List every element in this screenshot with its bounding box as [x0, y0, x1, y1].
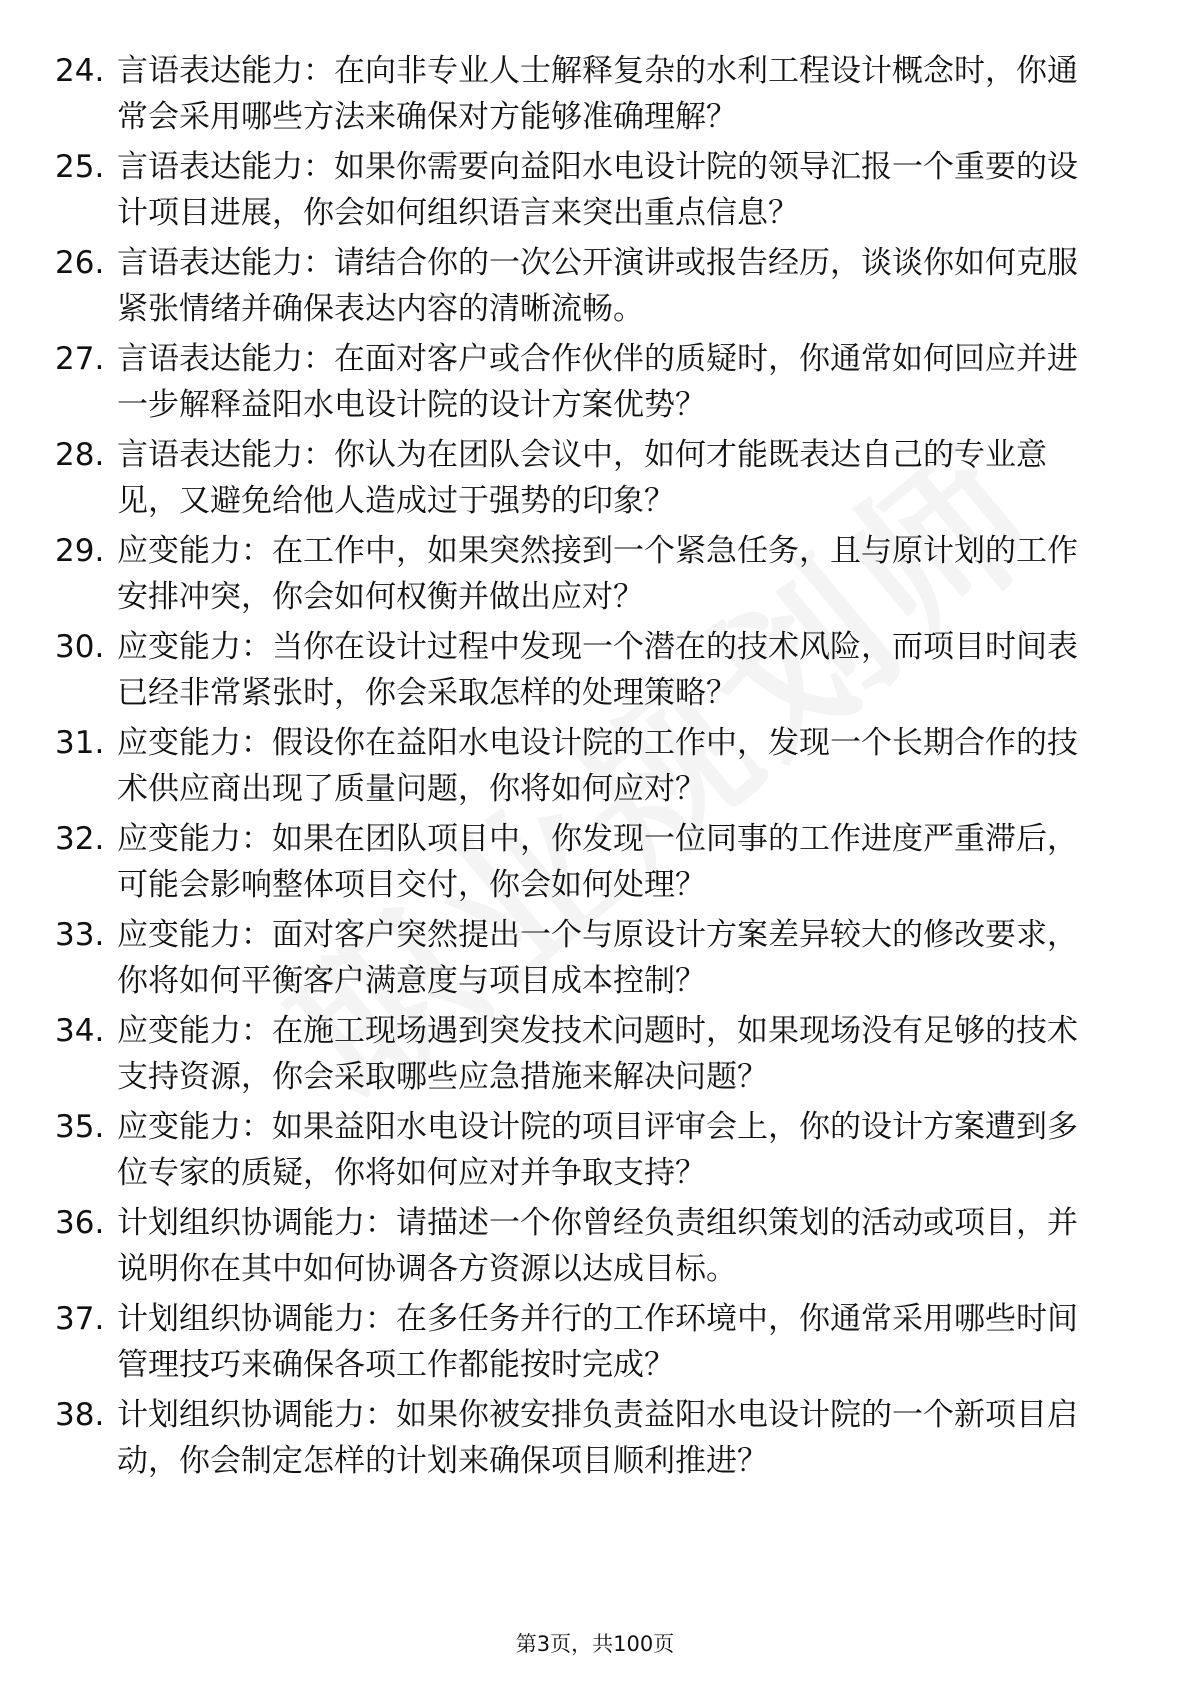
question-number: 35. [55, 1109, 105, 1145]
question-list [55, 48, 1105, 1488]
question-item-25 [55, 144, 1105, 240]
question-text: 言语表达能力：你认为在团队会议中，如何才能既表达自己的专业意见，又避免给他人造成过于强势的印象？ [117, 437, 1047, 519]
question-text: 应变能力：假设你在益阳水电设计院的工作中，发现一个长期合作的技术供应商出现了质量问题，你将如何应对？ [117, 725, 1078, 807]
question-item-37 [55, 1296, 1105, 1392]
question-number: 25. [55, 149, 105, 185]
question-item-27 [55, 336, 1105, 432]
question-number: 30. [55, 629, 105, 665]
question-item-24 [55, 48, 1105, 144]
question-item-30 [55, 624, 1105, 720]
question-number: 26. [55, 245, 105, 281]
question-text: 言语表达能力：在向非专业人士解释复杂的水利工程设计概念时，你通常会采用哪些方法来确保对方能够准确理解？ [117, 53, 1078, 135]
question-number: 28. [55, 437, 105, 473]
question-text: 应变能力：面对客户突然提出一个与原设计方案差异较大的修改要求，你将如何平衡客户满意度与项目成本控制？ [117, 917, 1078, 999]
question-item-26 [55, 240, 1105, 336]
question-text: 计划组织协调能力：请描述一个你曾经负责组织策划的活动或项目，并说明你在其中如何协调各方资源以达成目标。 [117, 1205, 1078, 1287]
question-number: 24. [55, 53, 105, 89]
question-number: 31. [55, 725, 105, 761]
question-item-32 [55, 816, 1105, 912]
question-text: 言语表达能力：请结合你的一次公开演讲或报告经历，谈谈你如何克服紧张情绪并确保表达内容的清晰流畅。 [117, 245, 1078, 327]
question-text: 应变能力：在施工现场遇到突发技术问题时，如果现场没有足够的技术支持资源，你会采取哪些应急措施来解决问题？ [117, 1013, 1078, 1095]
question-number: 32. [55, 821, 105, 857]
question-number: 37. [55, 1301, 105, 1337]
question-text: 应变能力：如果益阳水电设计院的项目评审会上，你的设计方案遭到多位专家的质疑，你将如何应对并争取支持？ [117, 1109, 1078, 1191]
question-item-33 [55, 912, 1105, 1008]
question-number: 36. [55, 1205, 105, 1241]
question-text: 应变能力：在工作中，如果突然接到一个紧急任务，且与原计划的工作安排冲突，你会如何权衡并做出应对？ [117, 533, 1078, 615]
question-item-31 [55, 720, 1105, 816]
question-item-36 [55, 1200, 1105, 1296]
question-item-29 [55, 528, 1105, 624]
question-text: 应变能力：如果在团队项目中，你发现一位同事的工作进度严重滞后，可能会影响整体项目交付，你会如何处理？ [117, 821, 1078, 903]
question-text: 应变能力：当你在设计过程中发现一个潜在的技术风险，而项目时间表已经非常紧张时，你会采取怎样的处理策略？ [117, 629, 1078, 711]
question-number: 29. [55, 533, 105, 569]
question-text: 计划组织协调能力：如果你被安排负责益阳水电设计院的一个新项目启动，你会制定怎样的计划来确保项目顺利推进？ [117, 1397, 1078, 1479]
question-number: 33. [55, 917, 105, 953]
question-text: 言语表达能力：在面对客户或合作伙伴的质疑时，你通常如何回应并进一步解释益阳水电设计院的设计方案优势？ [117, 341, 1078, 423]
question-item-38 [55, 1392, 1105, 1488]
question-text: 言语表达能力：如果你需要向益阳水电设计院的领导汇报一个重要的设计项目进展，你会如何组织语言来突出重点信息？ [117, 149, 1078, 231]
page-footer: 第3页，共100页 [515, 1632, 675, 1656]
question-item-35 [55, 1104, 1105, 1200]
question-item-28 [55, 432, 1105, 528]
question-number: 34. [55, 1013, 105, 1049]
question-number: 27. [55, 341, 105, 377]
question-text: 计划组织协调能力：在多任务并行的工作环境中，你通常采用哪些时间管理技巧来确保各项工作都能按时完成？ [117, 1301, 1078, 1383]
question-number: 38. [55, 1397, 105, 1433]
question-item-34 [55, 1008, 1105, 1104]
